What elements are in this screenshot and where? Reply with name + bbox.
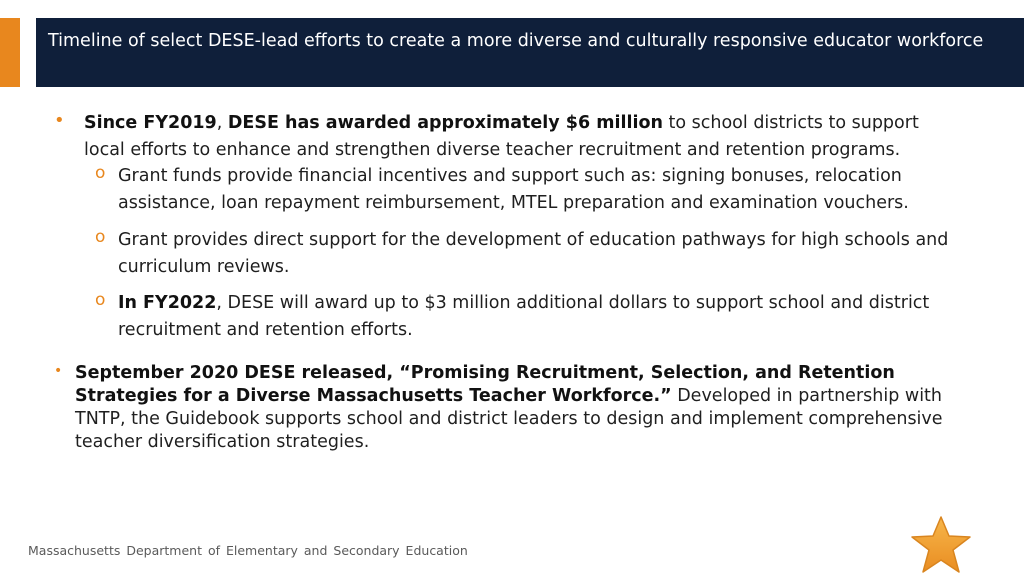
bullet-2-text: Developed in partnership with TNTP, the Guidebook supports school and district leaders to design and implement comprehensive teacher diversification strategies. (75, 386, 943, 452)
title-banner (36, 18, 1024, 87)
sub-item-1-text: Grant funds provide financial incentives and support such as: signing bonuses, relocation assistance, loan repayment reimbursement, MTEL preparation and examination vouchers. (118, 166, 909, 213)
sub-item-3-text: , DESE will award up to $3 million additional dollars to support school and district recruitment and retention efforts. (118, 293, 930, 340)
sub-bullet-marker: o (95, 163, 106, 183)
page-title: Timeline of select DESE-lead efforts to create a more diverse and culturally responsive educator workforce (48, 31, 984, 51)
sub-item-1 (118, 163, 968, 216)
sub-item-3 (118, 290, 968, 343)
bullet-1-bold-b: DESE has awarded approximately $6 million (227, 113, 663, 133)
bullet-1 (84, 110, 964, 163)
star-icon (908, 514, 974, 576)
accent-bar (0, 18, 20, 87)
bullet-1-bold-a: Since FY2019 (84, 113, 217, 133)
sub-item-3-bold: In FY2022 (118, 293, 217, 313)
sub-bullet-marker: o (95, 227, 106, 247)
bullet-2-bold: September 2020 DESE released, “Promising Recruitment, Selection, and Retention Strategies for a Diverse Massachusetts Teacher Workforce.” (75, 363, 895, 406)
sub-bullet-marker: o (95, 290, 106, 310)
bullet-2 (75, 362, 995, 454)
bullet-1-text-b: to school districts to support local efforts to enhance and strengthen diverse teacher recruitment and retention programs. (84, 113, 919, 160)
bullet-marker: • (54, 110, 65, 131)
footer-org-name: Massachusetts Department of Elementary and Secondary Education (28, 543, 468, 558)
sub-item-2 (118, 227, 988, 280)
sub-item-2-text: Grant provides direct support for the development of education pathways for high schools and curriculum reviews. (118, 230, 949, 277)
bullet-marker: • (54, 363, 63, 379)
bullet-1-text-a: , (216, 113, 228, 133)
